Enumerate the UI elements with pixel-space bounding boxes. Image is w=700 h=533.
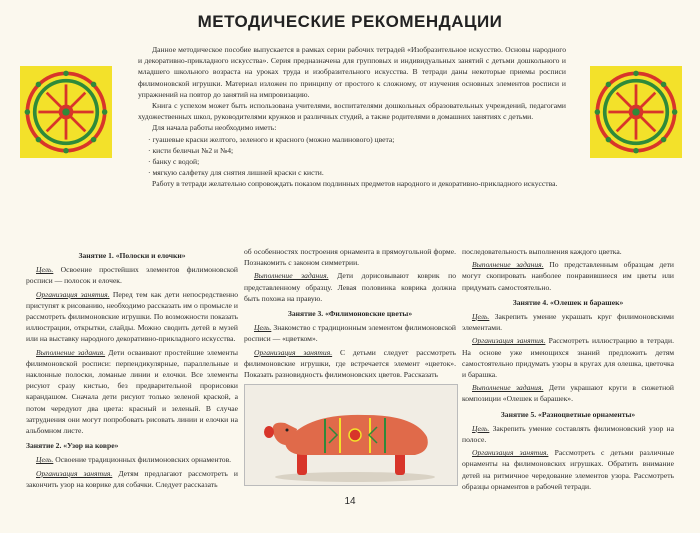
list-item: · мягкую салфетку для снятия лишней краски с кисти.: [148, 167, 566, 178]
paragraph-text: Освоение простейших элементов филимоновской росписи — полосок и елочек.: [26, 265, 238, 286]
paragraph-text: Рассмотреть с детьми различные орнаменты на филимоновских игрушках. Обратить внимание детей на ритмичное чередование элементов узора. Рассмотреть образцы орнаментов в рабочей тетради.: [462, 448, 674, 491]
lesson-heading: Занятие 4. «Олешек и барашек»: [512, 297, 624, 307]
label-goal: Цель.: [36, 265, 54, 275]
paragraph-text: Детям предлагают рассмотреть и закончить узор на коврике для собачки. Следует рассказать: [26, 468, 238, 489]
label-goal: Цель.: [254, 323, 272, 333]
paragraph: [26, 347, 238, 437]
paragraph: [462, 423, 674, 445]
intro-paragraph: Для начала работы необходимо иметь:: [152, 123, 277, 133]
label-org: Организация занятия.: [36, 468, 113, 478]
label-goal: Цель.: [36, 455, 54, 465]
materials-list: [138, 134, 566, 179]
paragraph-text: Дети украшают круги в сюжетной композиции «Олешек и барашек».: [462, 383, 674, 404]
label-goal: Цель.: [472, 423, 490, 433]
text-column-3: [462, 246, 674, 494]
list-item: · кисти беличьи №2 и №4;: [148, 145, 566, 156]
label-task: Выполнение задания.: [472, 383, 544, 393]
paragraph: [26, 454, 238, 465]
paragraph: [462, 311, 674, 333]
filimonovo-pig-toy-photo: [244, 384, 458, 486]
label-org: Организация занятия.: [36, 289, 110, 299]
paragraph: об особенностях построения орнамента в прямоугольной форме. Познакомить с законом симметрии.: [244, 247, 456, 268]
filimonovo-ornament-right: [590, 66, 682, 158]
paragraph: [462, 335, 674, 380]
paragraph-text: По представленным образцам дети могут скопировать наиболее понравившиеся им цветы или придумать самостоятельно.: [462, 260, 674, 292]
intro-paragraph: Данное методическое пособие выпускается в рамках серии рабочих тетрадей «Изобразительное искусство. Основы народного и декоративно-прикладного искусства». Серия предназначена для групповых и индивидуальных занятий с детьми дошкольного и младшего школьного возраста на уроках труда и изобразительного искусства. В тетради даны некоторые приемы росписи филимоновской игрушки. Материал изложен по принципу от простого к сложному, от изучения основных элементов росписи и упражнений на повтор до занятий на импровизацию.: [138, 45, 566, 99]
paragraph-text: Рассмотреть иллюстрацию в тетради. На основе уже имеющихся знаний предложить детям самостоятельно придумать узоры в кругах для олешка, цветочка и барашка.: [462, 336, 675, 380]
label-goal: Цель.: [472, 312, 490, 322]
paragraph-text: Дети осваивают простейшие элементы филимоновской росписи: перпендикулярные, параллельные и наклонные полоски, ломаные линии и елочки. Все элементы рисуют сразу кистью, без предварительной прорисовки карандашом. Сначала дети рисуют только зеленой краской, а потом чередуют два цвета: красный и зеленый. В случае затруднения они могут попробовать рисовать линии и елочки на альбомном листе.: [26, 347, 238, 436]
paragraph: [26, 289, 238, 345]
paragraph: [244, 322, 456, 344]
paragraph-text: Знакомство с традиционным элементом филимоновской росписи — «цветком».: [244, 323, 456, 344]
list-item: · банку с водой;: [148, 156, 566, 167]
label-org: Организация занятия.: [254, 347, 333, 357]
paragraph: последовательность выполнения каждого цветка.: [462, 247, 622, 256]
text-column-2: [244, 246, 456, 382]
label-task: Выполнение задания.: [36, 347, 106, 357]
filimonovo-ornament-left: [20, 66, 112, 158]
lesson-heading: Занятие 3. «Филимоновские цветы»: [287, 309, 413, 319]
intro-paragraph: Книга с успехом может быть использована учителями, воспитателями дошкольных образовательных учреждений, педагогами художественных школ, руководителями кружков и различных студий, а также родителями в домашних занятиях с детьми.: [138, 101, 566, 122]
paragraph-text: Освоение традиционных филимоновских орнаментов.: [55, 455, 232, 465]
lesson-heading: Занятие 1. «Полоски и елочки»: [78, 251, 186, 260]
intro-paragraph: Работу в тетради желательно сопровождать показом подлинных предметов народного и декоративно-прикладного искусства.: [152, 179, 558, 189]
label-task: Выполнение задания.: [472, 260, 544, 270]
paragraph: [244, 270, 456, 304]
paragraph: [462, 259, 674, 293]
paragraph-text: Закрепить умение украшать круг филимоновскими элементами.: [462, 312, 674, 333]
label-org: Организация занятия.: [472, 448, 549, 458]
page-title: МЕТОДИЧЕСКИЕ РЕКОМЕНДАЦИИ: [197, 12, 503, 31]
lesson-heading: Занятие 5. «Разноцветные орнаменты»: [500, 409, 636, 419]
label-task: Выполнение задания.: [254, 271, 329, 281]
page-number: 14: [344, 496, 356, 507]
label-org: Организация занятия.: [472, 336, 546, 346]
paragraph: [244, 347, 456, 381]
intro-text: [138, 44, 566, 190]
paragraph: [462, 382, 674, 404]
list-item: · гуашевые краски желтого, зеленого и красного (можно малинового) цвета;: [148, 134, 566, 145]
lesson-heading: Занятие 2. «Узор на коврe»: [26, 441, 119, 451]
paragraph-text: Перед тем как дети непосредственно приступят к рисованию, необходимо рассказать им о промысле и рассмотреть филимоновские игрушки. По возможности показать иллюстрации, открытки, слайды. Можно сводить детей в музей или на выставку народного декоративно-прикладного искусства.: [26, 289, 239, 344]
paragraph-text: С детьми следует рассмотреть филимоновские игрушки, где встречается элемент «цветок». Показать разновидность филимоновских цветов. Рассказать: [244, 347, 456, 380]
paragraph: [26, 264, 238, 286]
paragraph: [462, 447, 674, 492]
paragraph: [26, 468, 238, 490]
paragraph-text: Дети дорисовывают коврик по представленному образцу. Левая половинка коврика должна быть похожа на правую.: [244, 271, 456, 303]
paragraph-text: Закрепить умение составлять филимоновский узор на полосе.: [462, 423, 674, 445]
text-column-1: [26, 246, 238, 492]
